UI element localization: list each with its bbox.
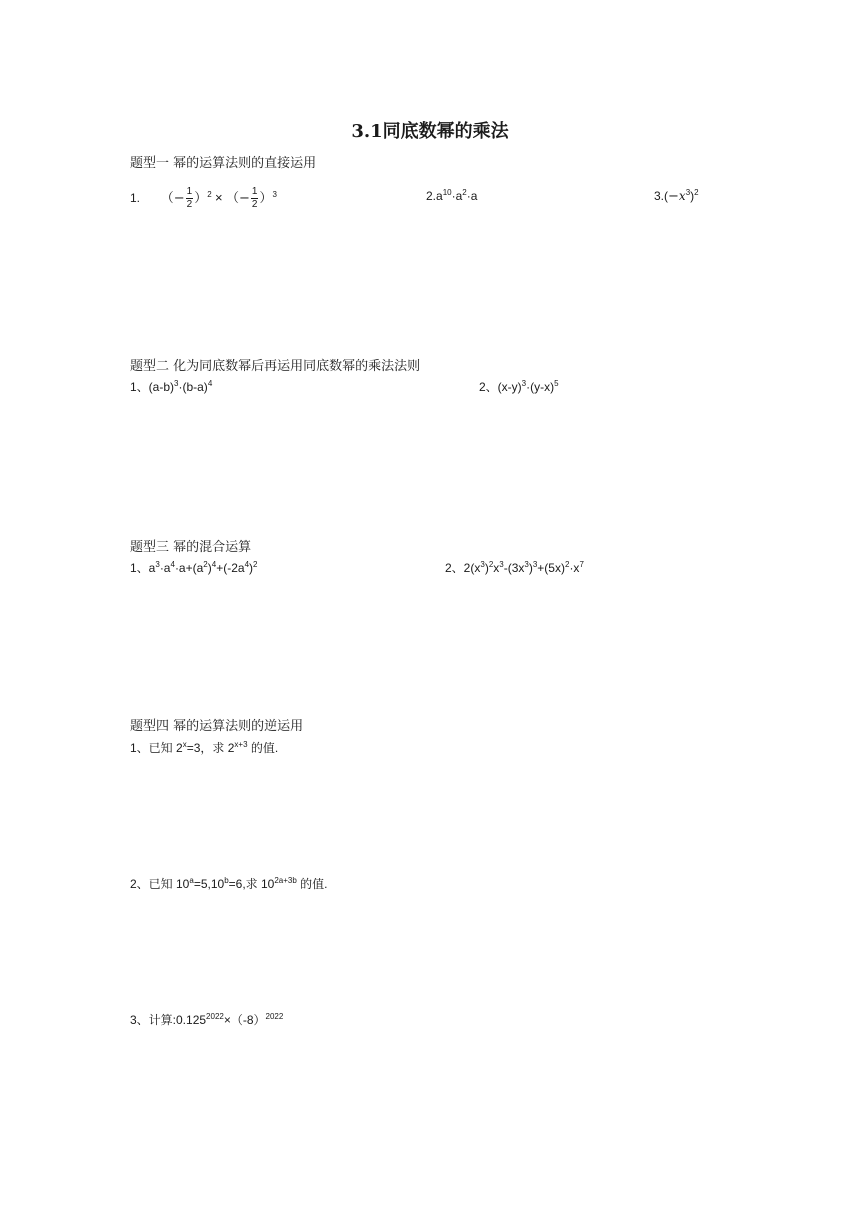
expr-part: ) bbox=[528, 561, 533, 575]
exponent: 3 bbox=[524, 560, 529, 569]
exponent: 2 bbox=[203, 560, 208, 569]
s2-question-2 bbox=[479, 378, 559, 395]
section-1-heading: 题型一 幂的运算法则的直接运用 bbox=[130, 156, 317, 171]
left-paren: （ bbox=[160, 191, 174, 206]
exponent: 3 bbox=[174, 379, 179, 388]
right-paren: ） bbox=[259, 191, 273, 206]
exponent: 3 bbox=[685, 188, 691, 197]
expr-part: 3、计算:0.125 bbox=[130, 1013, 207, 1027]
fraction bbox=[186, 187, 194, 210]
minus-sign: − bbox=[238, 191, 250, 206]
exponent: 3 bbox=[480, 560, 485, 569]
exponent: 4 bbox=[244, 560, 250, 569]
exponent: 2 bbox=[564, 560, 570, 569]
expr-part: ·a+(a bbox=[174, 561, 204, 575]
expr-part: ·(y-x) bbox=[526, 380, 555, 394]
exponent: 2022 bbox=[206, 1012, 224, 1021]
left-paren: （ bbox=[225, 191, 239, 206]
exponent: x+3 bbox=[234, 740, 248, 749]
expr-part: 2.a bbox=[426, 189, 443, 203]
exponent: 5 bbox=[554, 379, 559, 388]
fraction-numerator: 1 bbox=[186, 186, 193, 198]
expr-part: ) bbox=[249, 561, 254, 575]
exponent: 4 bbox=[207, 379, 213, 388]
exponent: 2 bbox=[253, 560, 258, 569]
exponent: 3 bbox=[155, 560, 160, 569]
minus-sign: − bbox=[173, 191, 185, 206]
s4-question-3 bbox=[130, 1011, 283, 1028]
expr-part: =3，求 2 bbox=[186, 741, 235, 755]
expr-part: x bbox=[493, 561, 500, 575]
exponent: 3 bbox=[272, 190, 277, 199]
expr-part: ·x bbox=[569, 561, 580, 575]
expr-part: ) bbox=[690, 189, 695, 203]
expr-part: ·(b-a) bbox=[178, 380, 208, 394]
section-3-heading: 题型三 幂的混合运算 bbox=[130, 540, 252, 555]
s1-question-1 bbox=[130, 187, 277, 210]
exponent: 2 bbox=[694, 188, 699, 197]
fraction bbox=[251, 187, 259, 210]
s4-question-2 bbox=[130, 875, 327, 892]
fraction-numerator: 1 bbox=[251, 186, 258, 198]
expr-part: ×（-8） bbox=[223, 1013, 266, 1027]
section-2-heading: 题型二 化为同底数幂后再运用同底数幂的乘法法则 bbox=[130, 359, 421, 374]
variable-x: x bbox=[678, 189, 686, 203]
minus-sign: − bbox=[668, 189, 679, 204]
expr-part: ·a bbox=[466, 189, 478, 203]
s4-question-1 bbox=[130, 739, 278, 756]
exponent: a bbox=[189, 876, 194, 885]
exponent: 4 bbox=[170, 560, 175, 569]
expr-part: +(5x) bbox=[537, 561, 565, 575]
expr-part: +(-2a bbox=[216, 561, 245, 575]
exponent: 4 bbox=[211, 560, 217, 569]
expr-part: =6,求 10 bbox=[228, 877, 275, 891]
exponent: 2 bbox=[488, 560, 494, 569]
question-number: 1. bbox=[130, 191, 141, 205]
s1-question-2 bbox=[426, 189, 477, 203]
expr-part: 1、a bbox=[130, 561, 156, 575]
expr-part: ) bbox=[207, 561, 212, 575]
expr-part: ·a bbox=[159, 561, 171, 575]
expr-part: ·a bbox=[451, 189, 463, 203]
fraction-denominator: 2 bbox=[186, 199, 193, 211]
page-title: 3.1同底数幂的乘法 bbox=[351, 121, 509, 142]
section-4-heading: 题型四 幂的运算法则的逆运用 bbox=[130, 719, 304, 734]
exponent: 2 bbox=[462, 188, 467, 197]
exponent: 2022 bbox=[265, 1012, 284, 1021]
expr-part: =5,10 bbox=[193, 877, 225, 891]
s1-question-3 bbox=[654, 189, 699, 204]
s2-question-1 bbox=[130, 378, 212, 395]
exponent: 3 bbox=[532, 560, 538, 569]
exponent: 2a+3b bbox=[274, 876, 297, 885]
times-sign: × bbox=[215, 190, 223, 205]
right-paren: ） bbox=[194, 191, 208, 206]
expr-part: 2、已知 10 bbox=[130, 877, 190, 891]
expr-part: 2、(x-y) bbox=[479, 380, 522, 394]
exponent: 10 bbox=[442, 188, 452, 197]
exponent: b bbox=[224, 876, 229, 885]
expr-part: 1、已知 2 bbox=[130, 741, 183, 755]
expr-part: 3.( bbox=[654, 189, 669, 203]
exponent: 7 bbox=[579, 560, 584, 569]
exponent: x bbox=[182, 740, 187, 749]
exponent: 2 bbox=[207, 190, 212, 199]
expr-part: 1、(a-b) bbox=[130, 380, 175, 394]
expr-part: ) bbox=[484, 561, 489, 575]
expr-part: 2、2(x bbox=[445, 561, 481, 575]
fraction-denominator: 2 bbox=[251, 199, 258, 211]
exponent: 3 bbox=[521, 379, 527, 388]
exponent: 3 bbox=[499, 560, 504, 569]
expr-part: 的值. bbox=[247, 741, 279, 755]
s3-question-1 bbox=[130, 559, 257, 576]
s3-question-2 bbox=[445, 559, 584, 576]
expr-part: -(3x bbox=[503, 561, 525, 575]
expr-part: 的值. bbox=[296, 877, 328, 891]
